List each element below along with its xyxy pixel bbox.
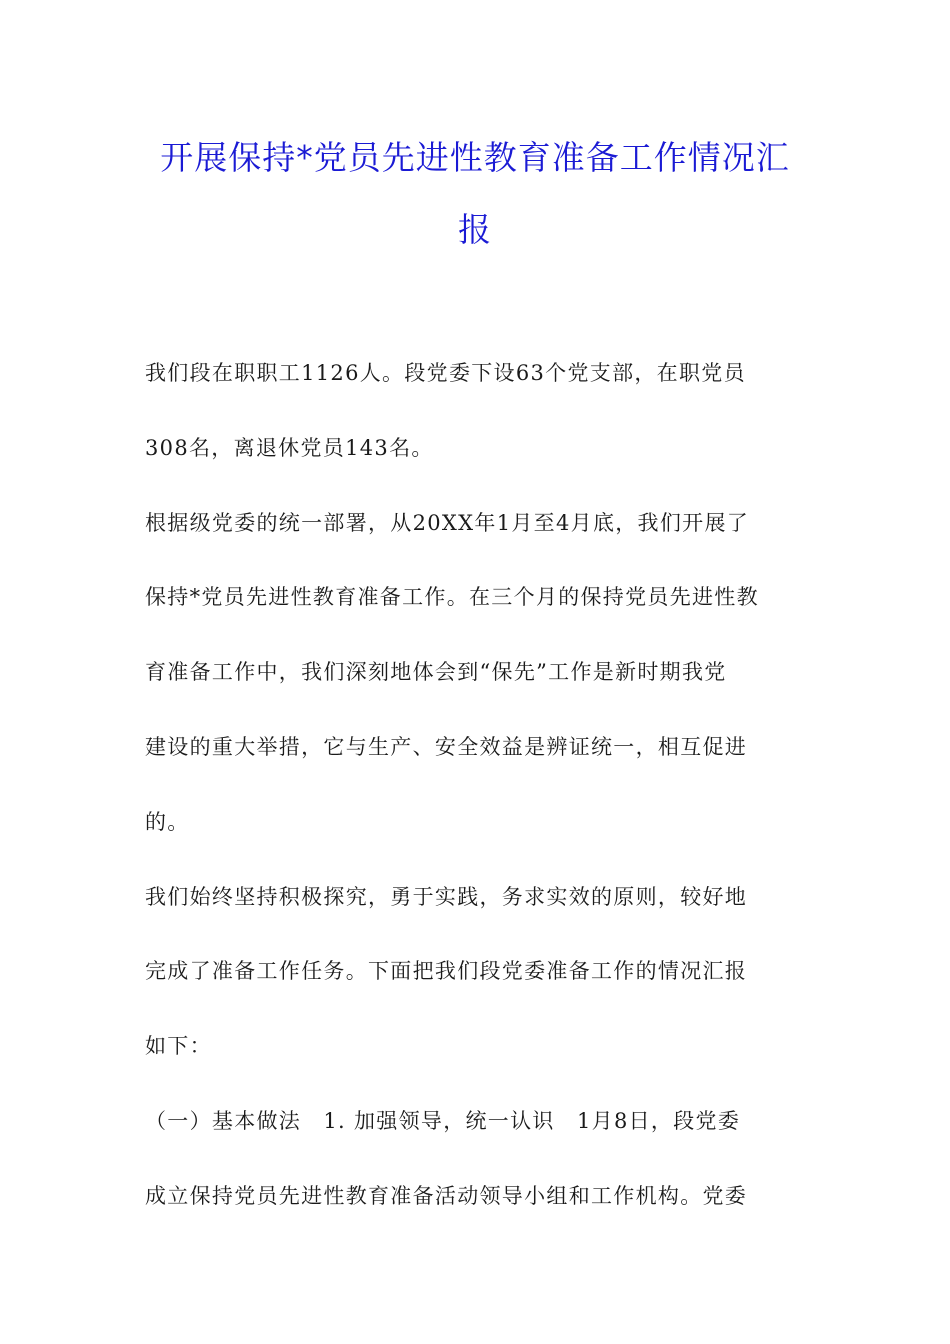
- title-line-2: 报: [458, 210, 492, 249]
- body-line: 我们始终坚持积极探究，勇于实践，务求实效的原则，较好地: [145, 884, 748, 909]
- body-line: 建设的重大举措，它与生产、安全效益是辨证统一，相互促进: [145, 734, 748, 759]
- body-line: 完成了准备工作任务。下面把我们段党委准备工作的情况汇报: [145, 959, 748, 984]
- body-line: 的。: [145, 809, 190, 834]
- body-line: 如下：: [145, 1034, 212, 1059]
- body-line: 保持*党员先进性教育准备工作。在三个月的保持党员先进性教: [145, 585, 759, 610]
- title-line-1: 开展保持*党员先进性教育准备工作情况汇: [160, 138, 790, 177]
- body-line: （一）基本做法 1. 加强领导，统一认识 1月8日，段党委: [145, 1108, 741, 1133]
- body-line: 308名，离退休党员143名。: [145, 435, 434, 460]
- body-line: 我们段在职职工1126人。段党委下设63个党支部，在职党员: [145, 361, 746, 385]
- body-line: 成立保持党员先进性教育准备活动领导小组和工作机构。党委: [145, 1183, 748, 1208]
- body-line: 根据级党委的统一部署，从20XX年1月至4月底，我们开展了: [145, 510, 750, 535]
- document-body: [145, 336, 810, 1234]
- document-title: [100, 122, 850, 266]
- body-line: 育准备工作中，我们深刻地体会到“保先”工作是新时期我党: [145, 660, 727, 685]
